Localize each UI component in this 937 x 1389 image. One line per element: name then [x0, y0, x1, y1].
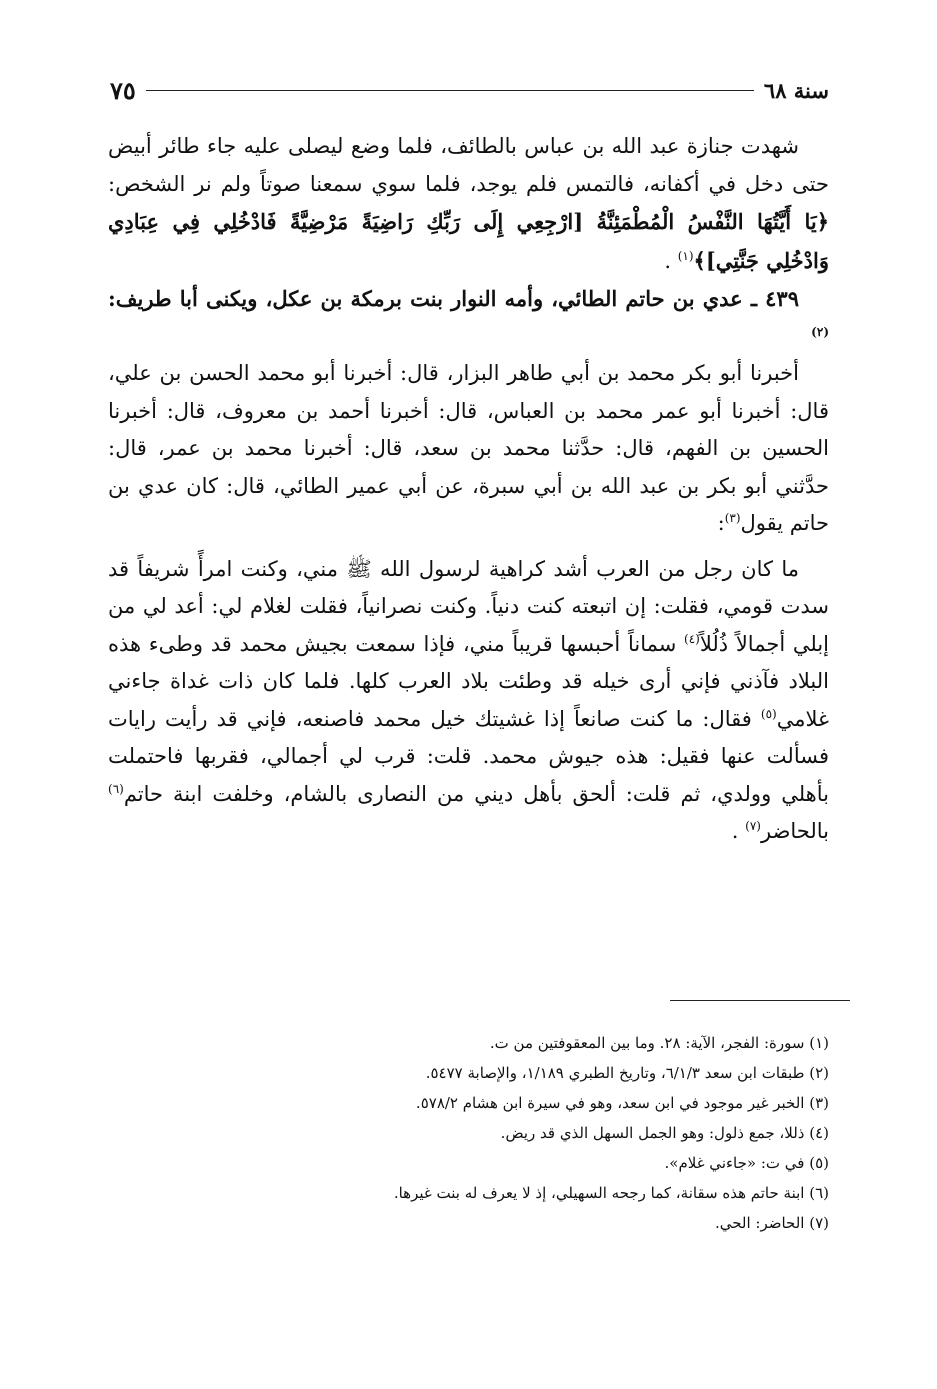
footnote-4: (٤) ذللا، جمع ذلول: وهو الجمل السهل الذي قد ريض. [500, 1124, 829, 1142]
footnote-marker-7: (٧) [745, 819, 761, 833]
main-text [108, 128, 829, 851]
footnote-marker-5: (٥) [760, 706, 777, 721]
story2-part4: بالحاضر [760, 819, 829, 843]
story2-end: . [731, 819, 746, 843]
story-paragraph-2 [108, 551, 829, 851]
footnote-1: (١) سورة: الفجر، الآية: ٢٨. وما بين المعقوفتين من ت. [489, 1034, 829, 1052]
quran-verse: ﴿يَا أَيَّتُهَا النَّفْسُ الْمُطْمَئِنَّةُ [ارْجِعِي إِلَى رَبِّكِ رَاضِيَةً مَرْضِيَّةً فَادْخُلِي فِي عِبَادِي وَادْخُلِي جَنَّتِي]﴾ [108, 209, 829, 273]
footnote-marker-3: (٣) [724, 511, 741, 525]
heading-text: ٤٣٩ ـ عدي بن حاتم الطائي، وأمه النوار بنت برمكة بن عكل، ويكنى أبا طريف: [108, 286, 799, 311]
footnote-marker-2: (٢) [811, 324, 829, 339]
footnote-2: (٢) طبقات ابن سعد ٦/١/٣، وتاريخ الطبري ١/١٨٩، والإصابة ٥٤٧٧. [425, 1064, 829, 1082]
footnotes [120, 1028, 829, 1238]
footnote-5: (٥) في ت: «جاءني غلام». [664, 1154, 829, 1172]
isnad-paragraph [108, 355, 829, 543]
footnote-marker-6: (٦) [108, 781, 124, 796]
story1-end: . [664, 248, 678, 273]
story-paragraph-1 [108, 128, 829, 280]
header-rule [146, 90, 754, 91]
running-head-year: سنة ٦٨ [763, 77, 829, 103]
footnote-6: (٦) ابنة حاتم هذه سقانة، كما رجحه السهيلي، إذ لا يعرف له بنت غيرها. [393, 1184, 829, 1202]
story2-part3: فقال: ما كنت صانعاً إذا غشيتك خيل محمد فاصنعه، فإني قد رأيت رايات فسألت عنها فقيل: هذه جيوش محمد. قلت: قرب لي أجمالي، فقربها فاحتملت بأهلي وولدي، ثم قلت: ألحق بأهل ديني من النصارى بالشام، وخلفت ابنة حاتم [108, 706, 829, 806]
story2-part2: سماناً أحبسها قريباً مني، فإذا سمعت بجيش محمد قد وطىء هذه البلاد فآذني فإني أرى خيله قد وطئت بلاد العرب كلها. فلما كان ذات غداة جاءني غلامي [108, 631, 829, 731]
biography-heading [108, 280, 829, 355]
page-header [110, 74, 829, 106]
isnad-text: أخبرنا أبو بكر محمد بن أبي طاهر البزار، قال: أخبرنا أبو محمد الحسن بن علي، قال: أخبرنا أبو عمر محمد بن العباس، قال: أخبرنا أحمد بن معروف، قال: أخبرنا الحسين بن الفهم، قال: حدَّثنا محمد بن سعد، قال: أخبرنا محمد بن عمر، قال: حدَّثني أبو بكر بن عبد الله بن أبي سبرة، عن أبي عمير الطائي، قال: كان عدي بن حاتم يقول [108, 361, 830, 535]
page-number: ٧٥ [110, 75, 136, 105]
footnote-7: (٧) الحاضر: الحي. [714, 1214, 829, 1232]
isnad-end: : [717, 511, 725, 535]
story2-part1: ما كان رجل من العرب أشد كراهية لرسول الله ﷺ مني، وكنت امرأً شريفاً قد سدت قومي، فقلت: إن اتبعته كنت دنياً. وكنت نصرانياً، فقلت لغلام لي: أعد لي من إبلي أجمالاً ذُلُلاً [108, 556, 829, 656]
footnote-marker-1: (١) [677, 248, 694, 263]
footnote-3: (٣) الخبر غير موجود في ابن سعد، وهو في سيرة ابن هشام ٥٧٨/٢. [415, 1094, 829, 1112]
footnote-separator [670, 1000, 850, 1001]
footnote-marker-4: (٤) [684, 631, 700, 646]
story1-text: شهدت جنازة عبد الله بن عباس بالطائف، فلما وضع ليصلى عليه جاء طائر أبيض حتى دخل في أكفانه، فالتمس فلم يوجد، فلما سوي سمعنا صوتاً ولم نر الشخص: [108, 134, 829, 196]
